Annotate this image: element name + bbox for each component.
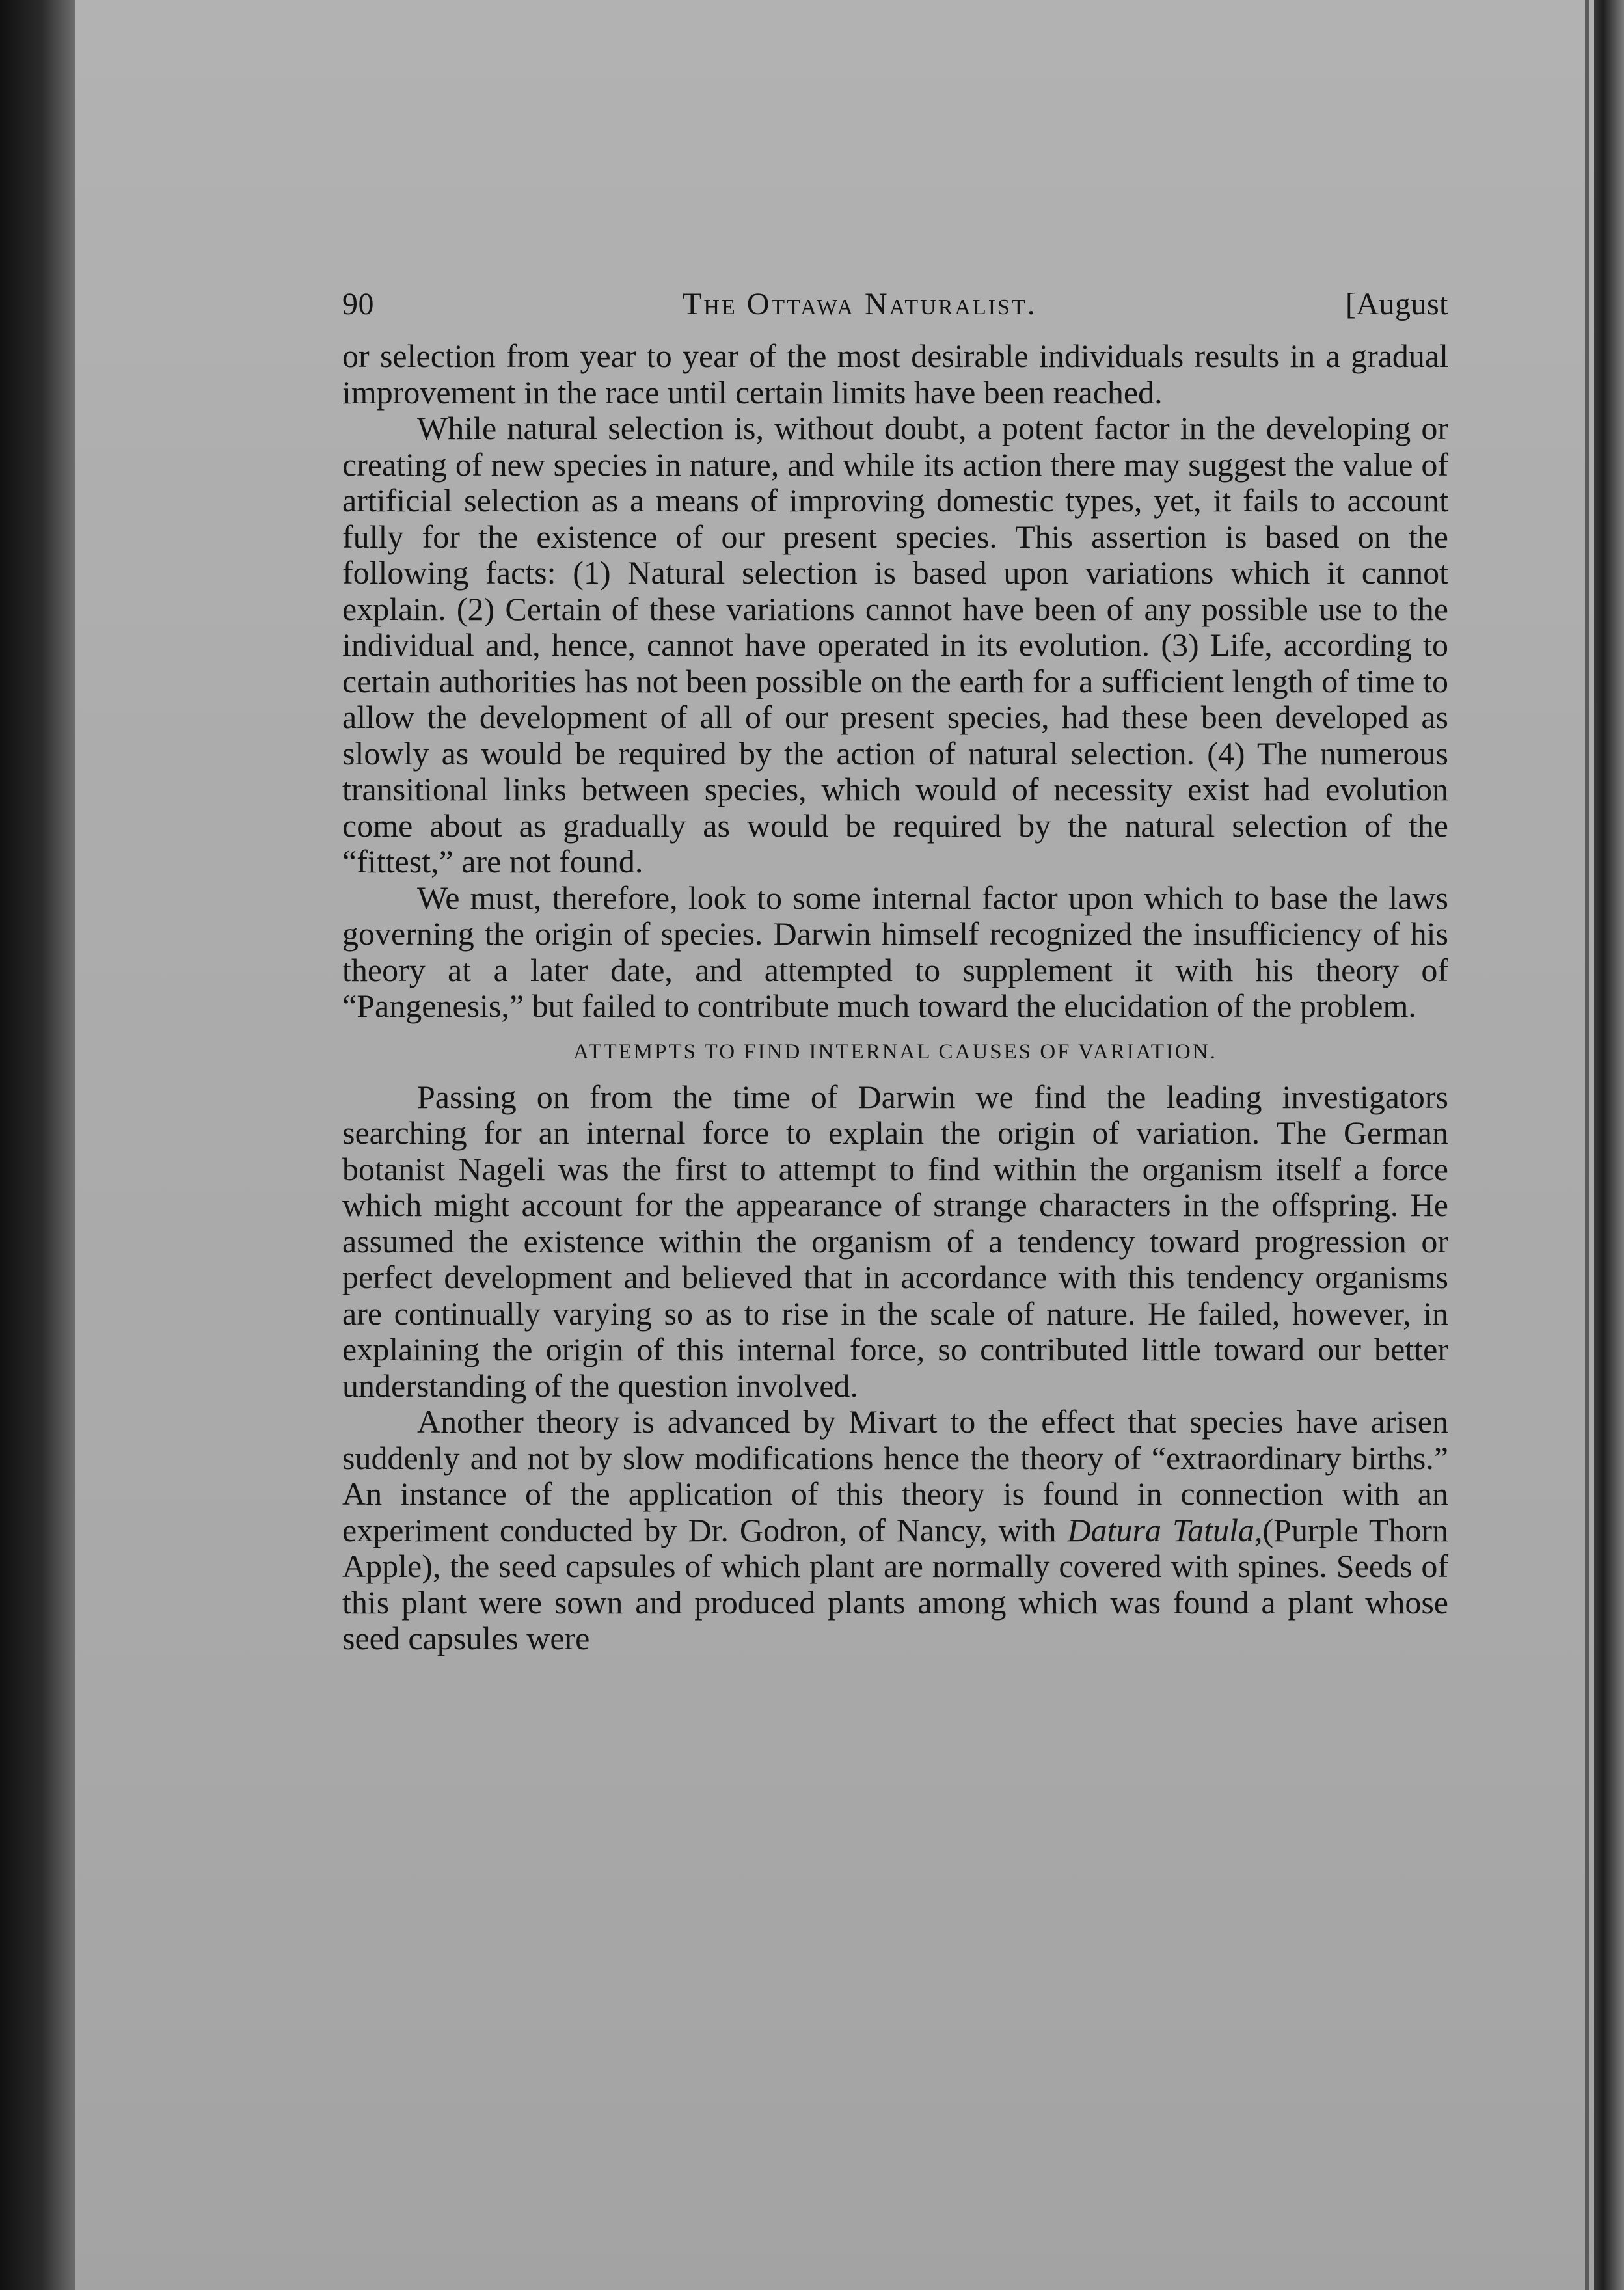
paragraph-nageli: Passing on from the time of Darwin we find the leading investigators searching for an internal force to explain the origin of variation. The German botanist Nageli was the first to attempt to find within the organism itself a force which might account for the appearance of strange characters in the offspring. He assumed the existence within the organism of a tendency toward progression or perfect development and believed that in accordance with this tendency organisms are continually varying so as to rise in the scale of nature. He failed, however, in explaining the origin of this internal force, so contributed little toward our better understanding of the question involved. <box>342 1078 1448 1404</box>
scan-left-border <box>0 0 75 2290</box>
paragraph-internal-factor: We must, therefore, look to some internal factor upon which to base the laws governing the origin of species. Darwin himself recognized the insufficiency of his theory at a later date, and attempted to supplement it with his theory of “Pangenesis,” but failed to contribute much toward the elucidation of the problem. <box>342 879 1448 1024</box>
scan-right-border <box>1594 0 1624 2290</box>
mivart-text-start: Another theory is advanced by Mivart to the effect that species have arisen suddenly and not by slow modifications hence the theory of “extraordinary births.” An instance of the application of this theory is found in connection with an experiment conducted by Dr. Godron, of Nancy, with <box>342 1403 1448 1548</box>
mivart-text-end: (Purple Thorn Apple), the seed capsules of which plant are normally covered with spines. Seeds of this plant were sown and produced plants among which was found a plant whose seed capsules were <box>342 1511 1449 1656</box>
page-number: 90 <box>342 287 374 321</box>
journal-title: The Ottawa Naturalist. <box>683 287 1037 321</box>
running-head <box>342 286 1448 338</box>
scan-spine-line <box>1585 0 1589 2290</box>
species-name-italic: Datura Tatula, <box>1067 1511 1263 1548</box>
paragraph-mivart <box>342 1404 1448 1657</box>
page-text-block <box>342 286 1448 1657</box>
book-page <box>75 0 1594 2290</box>
paragraph-natural-selection: While natural selection is, without doubt, a potent factor in the developing or creating of new species in nature, and while its action there may suggest the value of artificial selection as a means of improving domestic types, yet, it fails to account fully for the existence of our present species. This assertion is based on the following facts: (1) Natural selection is based upon variations which it cannot explain. (2) Certain of these variations cannot have been of any possible use to the individual and, hence, cannot have operated in its evolution. (3) Life, according to certain authorities has not been possible on the earth for a sufficient length of time to allow the development of all of our present species, had these been developed as slowly as would be required by the action of natural selection. (4) The numerous transitional links between species, which would of necessity exist had evolution come about as gradually as would be required by the natural selection of the “fittest,” are not found. <box>342 410 1448 880</box>
section-heading: ATTEMPTS TO FIND INTERNAL CAUSES OF VARIATION. <box>573 1040 1217 1064</box>
paragraph-continued: or selection from year to year of the most desirable individuals results in a gradual improvement in the race until certain limits have been reached. <box>342 338 1448 411</box>
issue-month: [August <box>1345 287 1448 321</box>
